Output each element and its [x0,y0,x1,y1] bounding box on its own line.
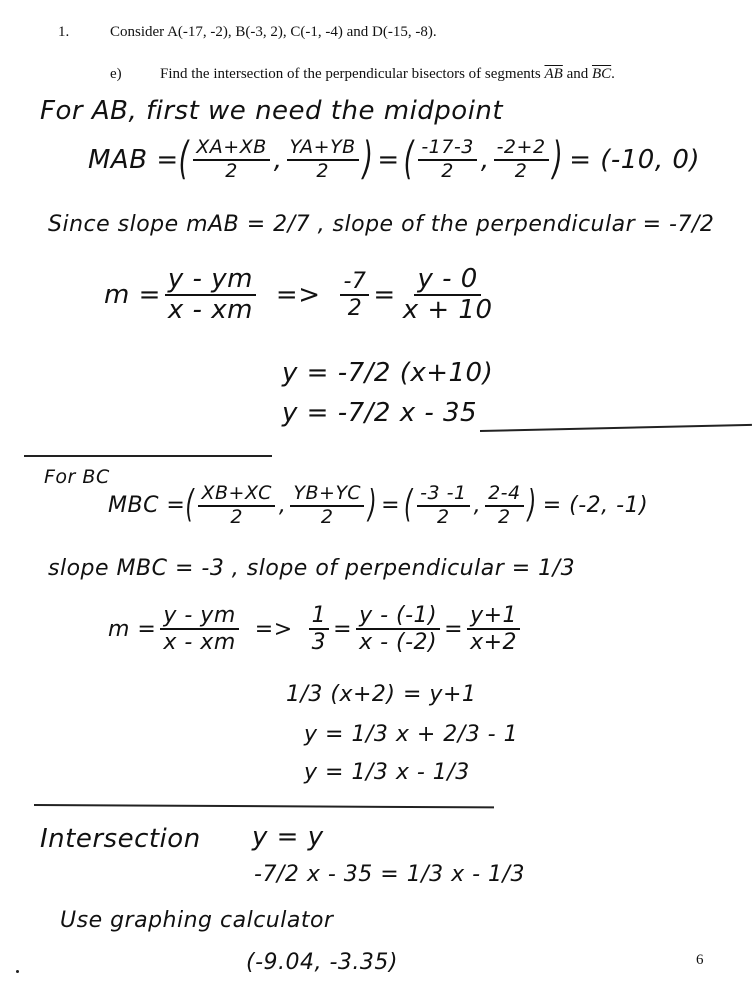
implies-arrow: => [254,616,293,642]
equals-sign: = [333,616,353,642]
section-divider [24,455,272,457]
formula-lhs: m = [108,616,157,642]
bc-sub-y-num: 2-4 [485,484,524,507]
bc-sub-mid-frac [356,604,440,654]
bc-mid-y-den: 2 [320,505,334,528]
paren-close: ) [552,134,564,186]
segment-ab-label: $\overline{AB}$ [544,66,563,82]
ab-sub-lhs-frac [340,270,369,320]
part-label: e) [110,66,122,82]
bc-sub-x-frac [417,484,469,528]
formula-den: x - xm [167,295,253,326]
ab-midpoint-result: = (-10, 0) [569,144,701,175]
bc-mid-x-den: 2 [230,505,243,528]
bc-sub-x-den: 2 [437,505,450,528]
equals-sign: = [381,493,401,519]
bc-sub-y-frac [485,484,524,528]
ab-mid-x-num: XA+XB [193,138,269,161]
ab-formula-frac [165,266,256,325]
sub-lhs-num: -7 [340,270,369,296]
intersection-eq-2: -7/2 x - 35 = 1/3 x - 1/3 [254,862,525,887]
ab-mid-y-den: 2 [316,159,329,182]
part-text [160,66,615,83]
page-number: 6 [696,952,704,968]
stray-mark [16,970,19,973]
section-divider [480,424,752,432]
ab-intro: For AB, first we need the midpoint [40,96,504,126]
period: . [611,66,615,82]
bc-line-1: 1/3 (x+2) = y+1 [286,682,477,707]
bc-line-2: y = 1/3 x + 2/3 - 1 [304,722,519,747]
part-text-prefix: Find the intersection of the perpendicular bisectors of segments [160,66,541,82]
implies-arrow: => [275,280,321,311]
sub-rhs-den: x+2 [470,630,518,656]
equals-sign: = [377,144,400,175]
ab-sub-y-frac [494,138,549,182]
segment-bc-label: $\overline{BC}$ [591,66,612,82]
bc-sub-x-num: -3 -1 [417,484,469,507]
bc-midpoint-result: = (-2, -1) [542,493,649,519]
bc-midpoint-label: MBC = [108,493,186,519]
comma: , [273,144,283,175]
sub-mid-num: y - (-1) [356,604,440,630]
sub-lhs-den: 3 [311,630,327,656]
ab-sub-x-den: 2 [441,159,454,182]
paren-open: ( [403,134,415,186]
sub-rhs-num: y - 0 [414,266,480,296]
ab-mid-x-frac [193,138,269,182]
ab-sub-rhs-frac [400,266,496,325]
bc-mid-y-frac [290,484,364,528]
ab-mid-y-frac [287,138,359,182]
bc-slope-line: slope MBC = -3 , slope of perpendicular = 1/3 [48,556,576,581]
bc-sub-rhs-frac [467,604,520,654]
section-divider [34,804,494,808]
ab-slope-formula [104,266,500,325]
comma: , [473,493,482,519]
ab-mid-y-num: YA+YB [287,138,359,161]
comma: , [278,493,287,519]
and-word: and [566,66,589,82]
formula-num: y - ym [160,604,238,630]
ab-midpoint-equation [88,134,701,186]
equals-sign: = [444,616,464,642]
sub-lhs-num: 1 [309,604,330,630]
problem-number: 1. [58,24,70,40]
equals-sign: = [373,280,396,311]
bc-slope-formula [108,604,524,654]
paren-close: ) [527,484,537,528]
paren-close: ) [368,484,378,528]
ab-line-1: y = -7/2 (x+10) [282,358,494,388]
bc-heading: For BC [44,466,110,488]
formula-num: y - ym [165,266,256,296]
ab-slope-line: Since slope mAB = 2/7 , slope of the perpendicular = -7/2 [48,212,715,237]
ab-sub-y-den: 2 [514,159,528,182]
bc-sub-lhs-frac [309,604,330,654]
bc-mid-y-num: YB+YC [290,484,364,507]
ab-sub-y-num: -2+2 [494,138,549,161]
sub-mid-den: x - (-2) [359,630,438,656]
intersection-heading: Intersection [40,824,201,854]
final-answer: (-9.04, -3.35) [246,950,398,975]
comma: , [480,144,490,175]
paren-close: ) [362,134,374,186]
bc-midpoint-equation [108,484,648,528]
bc-mid-x-frac [198,484,274,528]
ab-mid-x-den: 2 [225,159,238,182]
bc-line-3: y = 1/3 x - 1/3 [304,760,470,785]
paren-open: ( [185,484,195,528]
sub-rhs-den: x + 10 [402,295,493,326]
bc-formula-frac [160,604,238,654]
paren-open: ( [178,134,190,186]
bc-mid-x-num: XB+XC [198,484,274,507]
formula-den: x - xm [163,630,236,656]
ab-sub-x-frac [418,138,476,182]
intersection-eq-1: y = y [252,822,324,852]
sub-rhs-num: y+1 [467,604,520,630]
sub-lhs-den: 2 [347,296,363,322]
ab-sub-x-num: -17-3 [418,138,476,161]
ab-midpoint-label: MAB = [88,144,179,175]
bc-sub-y-den: 2 [498,505,511,528]
problem-statement: Consider A(-17, -2), B(-3, 2), C(-1, -4) and D(-15, -8). [110,24,437,40]
ab-line-2: y = -7/2 x - 35 [282,398,478,428]
paren-open: ( [404,484,414,528]
formula-lhs: m = [104,280,161,311]
calculator-note: Use graphing calculator [60,908,334,933]
